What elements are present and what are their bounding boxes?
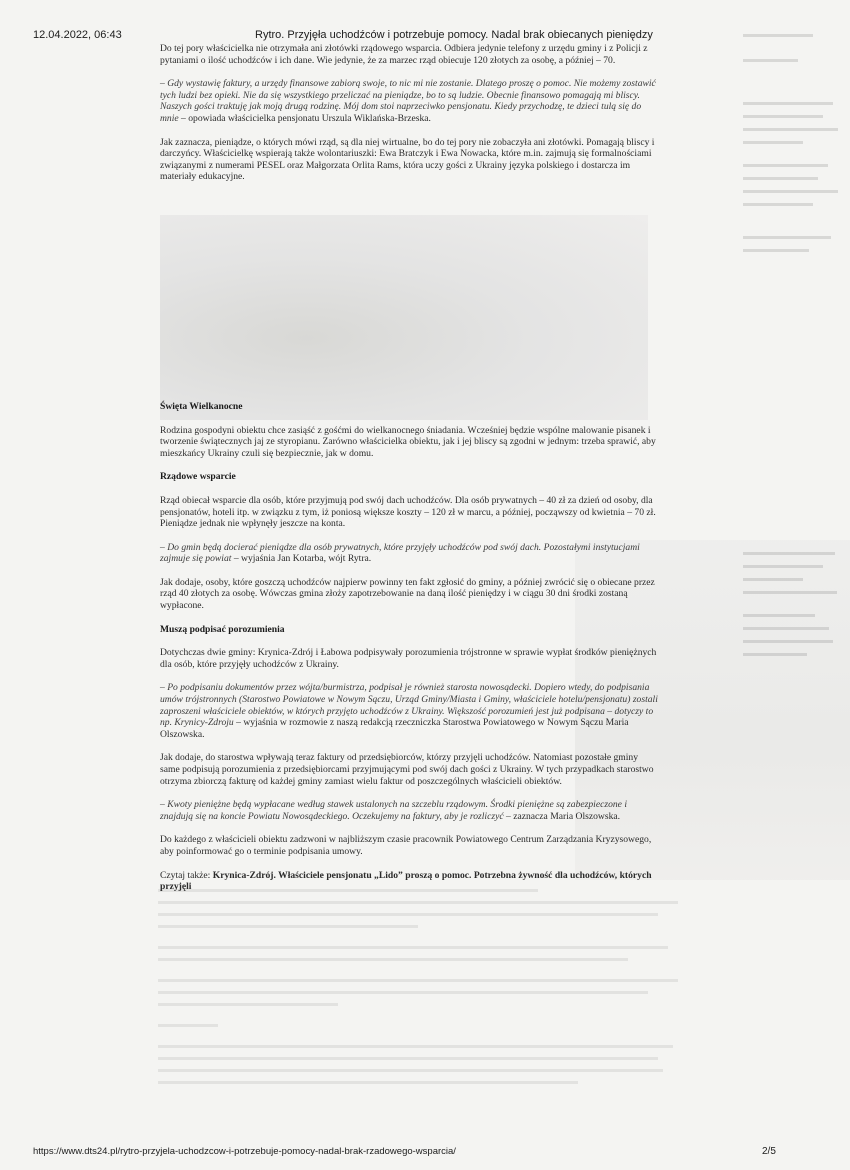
quote-attribution: zaznacza Maria Olszowska.: [510, 810, 621, 822]
paragraph: Jak dodaje, do starostwa wpływają teraz faktury od przedsiębiorców, którzy przyjęli uchodźców. Natomiast pozostałe gminy same podpisują porozumienia z przedsiębiorcami przyjmującymi pod swój dach gości z Ukrainy. W tych przypadkach starostwo otrzyma zbiorczą fakturę od każdej gminy zamiast wielu faktur od poszczególnych właścicieli obiektów.: [160, 752, 654, 787]
quote-text: – Po podpisaniu dokumentów przez wójta/burmistrza, podpisał je również starosta nowosądecki. Dopiero wtedy, do podpisania umów trójstronnych (Starostwo Powiatowe w Nowym Sączu, Urząd Gminy/Miasta i Gminy, właściciele hotelu/pensjonatu) zostali zaproszeni właściciele obiektów, w których przyjęto uchodźców z Ukrainy. Większość porozumień jest już podpisana – dotyczy to np. Krynicy-Zdroju: [160, 682, 658, 729]
footer-url[interactable]: https://www.dts24.pl/rytro-przyjela-uchodzcow-i-potrzebuje-pomocy-nadal-brak-rzadowego-wsparcia/: [33, 1146, 456, 1157]
quote-attribution: – wyjaśnia w rozmowie z naszą redakcją rzeczniczka Starostwa Powiatowego w Nowym Sączu Maria Olszowska.: [160, 717, 629, 740]
quote-paragraph: [160, 542, 658, 565]
read-also-link[interactable]: Krynica-Zdrój. Właściciele pensjonatu „Lido” proszą o pomoc. Potrzebna żywność dla uchodźców, których przyjęli: [160, 869, 652, 893]
page-number: 2/5: [762, 1146, 776, 1157]
read-also-label: Czytaj także:: [160, 869, 213, 881]
section-heading: Rządowe wsparcie: [160, 471, 236, 483]
paragraph: Rodzina gospodyni obiektu chce zasiąść z gośćmi do wielkanocnego śniadania. Wcześniej będzie wspólne malowanie pisanek i tworzenie świątecznych jaj ze styropianu. Zarówno właścicielka obiektu, jak i jej bliscy są zgodni w jednym: trzeba sprawić, aby mieszkańcy Ukrainy czuli się bezpiecznie, jak w domu.: [160, 424, 656, 459]
print-date: 12.04.2022, 06:43: [33, 29, 122, 41]
paragraph: Jak dodaje, osoby, które goszczą uchodźców najpierw powinny ten fakt zgłosić do gminy, a później zwrócić się o obiecane przez rząd 40 złotych za osobę. Wówczas gmina złoży zapotrzebowanie na daną ilość pieniędzy i w ciągu 30 dni środki zostaną wypłacone.: [160, 576, 655, 612]
paragraph: Rząd obiecał wsparcie dla osób, które przyjmują pod swój dach uchodźców. Dla osób prywatnych – 40 zł za dzień od osoby, dla pensjonatów, hoteli itp. w związku z tym, iż poniosą większe koszty – 120 zł w marcu, a później, począwszy od kwietnia – 70 zł. Pieniądze jednak nie wpłynęły jeszcze na konta.: [160, 494, 656, 530]
article-body: [160, 43, 658, 905]
paragraph: Jak zaznacza, pieniądze, o których mówi rząd, są dla niej wirtualne, bo do tej pory nie zobaczyła ani złotówki. Pomagają bliscy i darczyńcy. Właścicielkę wspierają także wolontariuszki: Ewa Bratczyk i Ewa Nowacka, które m.in. zajmują się formalnościami związanymi z numerami PESEL oraz Małgorzata Orlita Rams, która uczy gości z Ukrainy języka polskiego i dostarcza im materiały edukacyjne.: [160, 136, 655, 183]
quote-text: – Gdy wystawię faktury, a urzędy finansowe zabiorą swoje, to nic mi nie zostanie. Dlatego proszę o pomoc. Nie możemy zostawić tych ludzi bez opieki. Nie da się wszystkiego przeliczać na pieniądze, bo to są ludzie. Obecnie finansowo pomagają mi bliscy. Naszych gości traktuję jak moją drugą rodzinę. Mój dom stoi naprzeciwko pensjonatu. Kiedy przychodzę, te dzieci tulą się do mnie: [160, 78, 656, 124]
read-also: [160, 870, 658, 893]
quote-paragraph: [160, 799, 658, 822]
quote-paragraph: [160, 78, 658, 124]
quote-attribution: – wyjaśnia Jan Kotarba, wójt Rytra.: [231, 553, 372, 565]
section-heading: Święta Wielkanocne: [160, 400, 243, 412]
bleed-through-text-bottom: [158, 880, 698, 1120]
photo-spacer: [160, 195, 658, 401]
quote-attribution: – opowiada właścicielka pensjonatu Urszula Wiklańska-Brzeska.: [178, 112, 431, 124]
quote-paragraph: [160, 682, 658, 740]
paragraph: Dotychczas dwie gminy: Krynica-Zdrój i Łabowa podpisywały porozumienia trójstronne w sprawie wypłat środków pieniężnych dla osób, które przyjęły uchodźców z Ukrainy.: [160, 647, 657, 670]
quote-text: – Kwoty pieniężne będą wypłacane według stawek ustalonych na szczeblu rządowym. Środki pieniężne są zabezpieczone i znajdują się na koncie Powiatu Nowosądeckiego. Oczekujemy na faktury, aby je rozliczyć –: [160, 799, 627, 822]
page-title: Rytro. Przyjęła uchodźców i potrzebuje pomocy. Nadal brak obiecanych pieniędzy: [255, 29, 653, 41]
quote-text: – Do gmin będą docierać pieniądze dla osób prywatnych, które przyjęły uchodźców pod swój dach. Pozostałymi instytucjami zajmuje się powiat: [160, 541, 640, 565]
paragraph: Do każdego z właścicieli obiektu zadzwoni w najbliższym czasie pracownik Powiatowego Centrum Zarządzania Kryzysowego, aby poinformować go o terminie podpisania umowy.: [160, 834, 652, 857]
section-heading: Muszą podpisać porozumienia: [160, 623, 285, 635]
paragraph: Do tej pory właścicielka nie otrzymała ani złotówki rządowego wsparcia. Odbiera jedynie telefony z urzędu gminy i z Policji z pytaniami o ilość uchodźców i ich dane. Wie jedynie, że za marzec rząd obiecuje 120 złotych za osobę, a później – 70.: [160, 43, 648, 66]
